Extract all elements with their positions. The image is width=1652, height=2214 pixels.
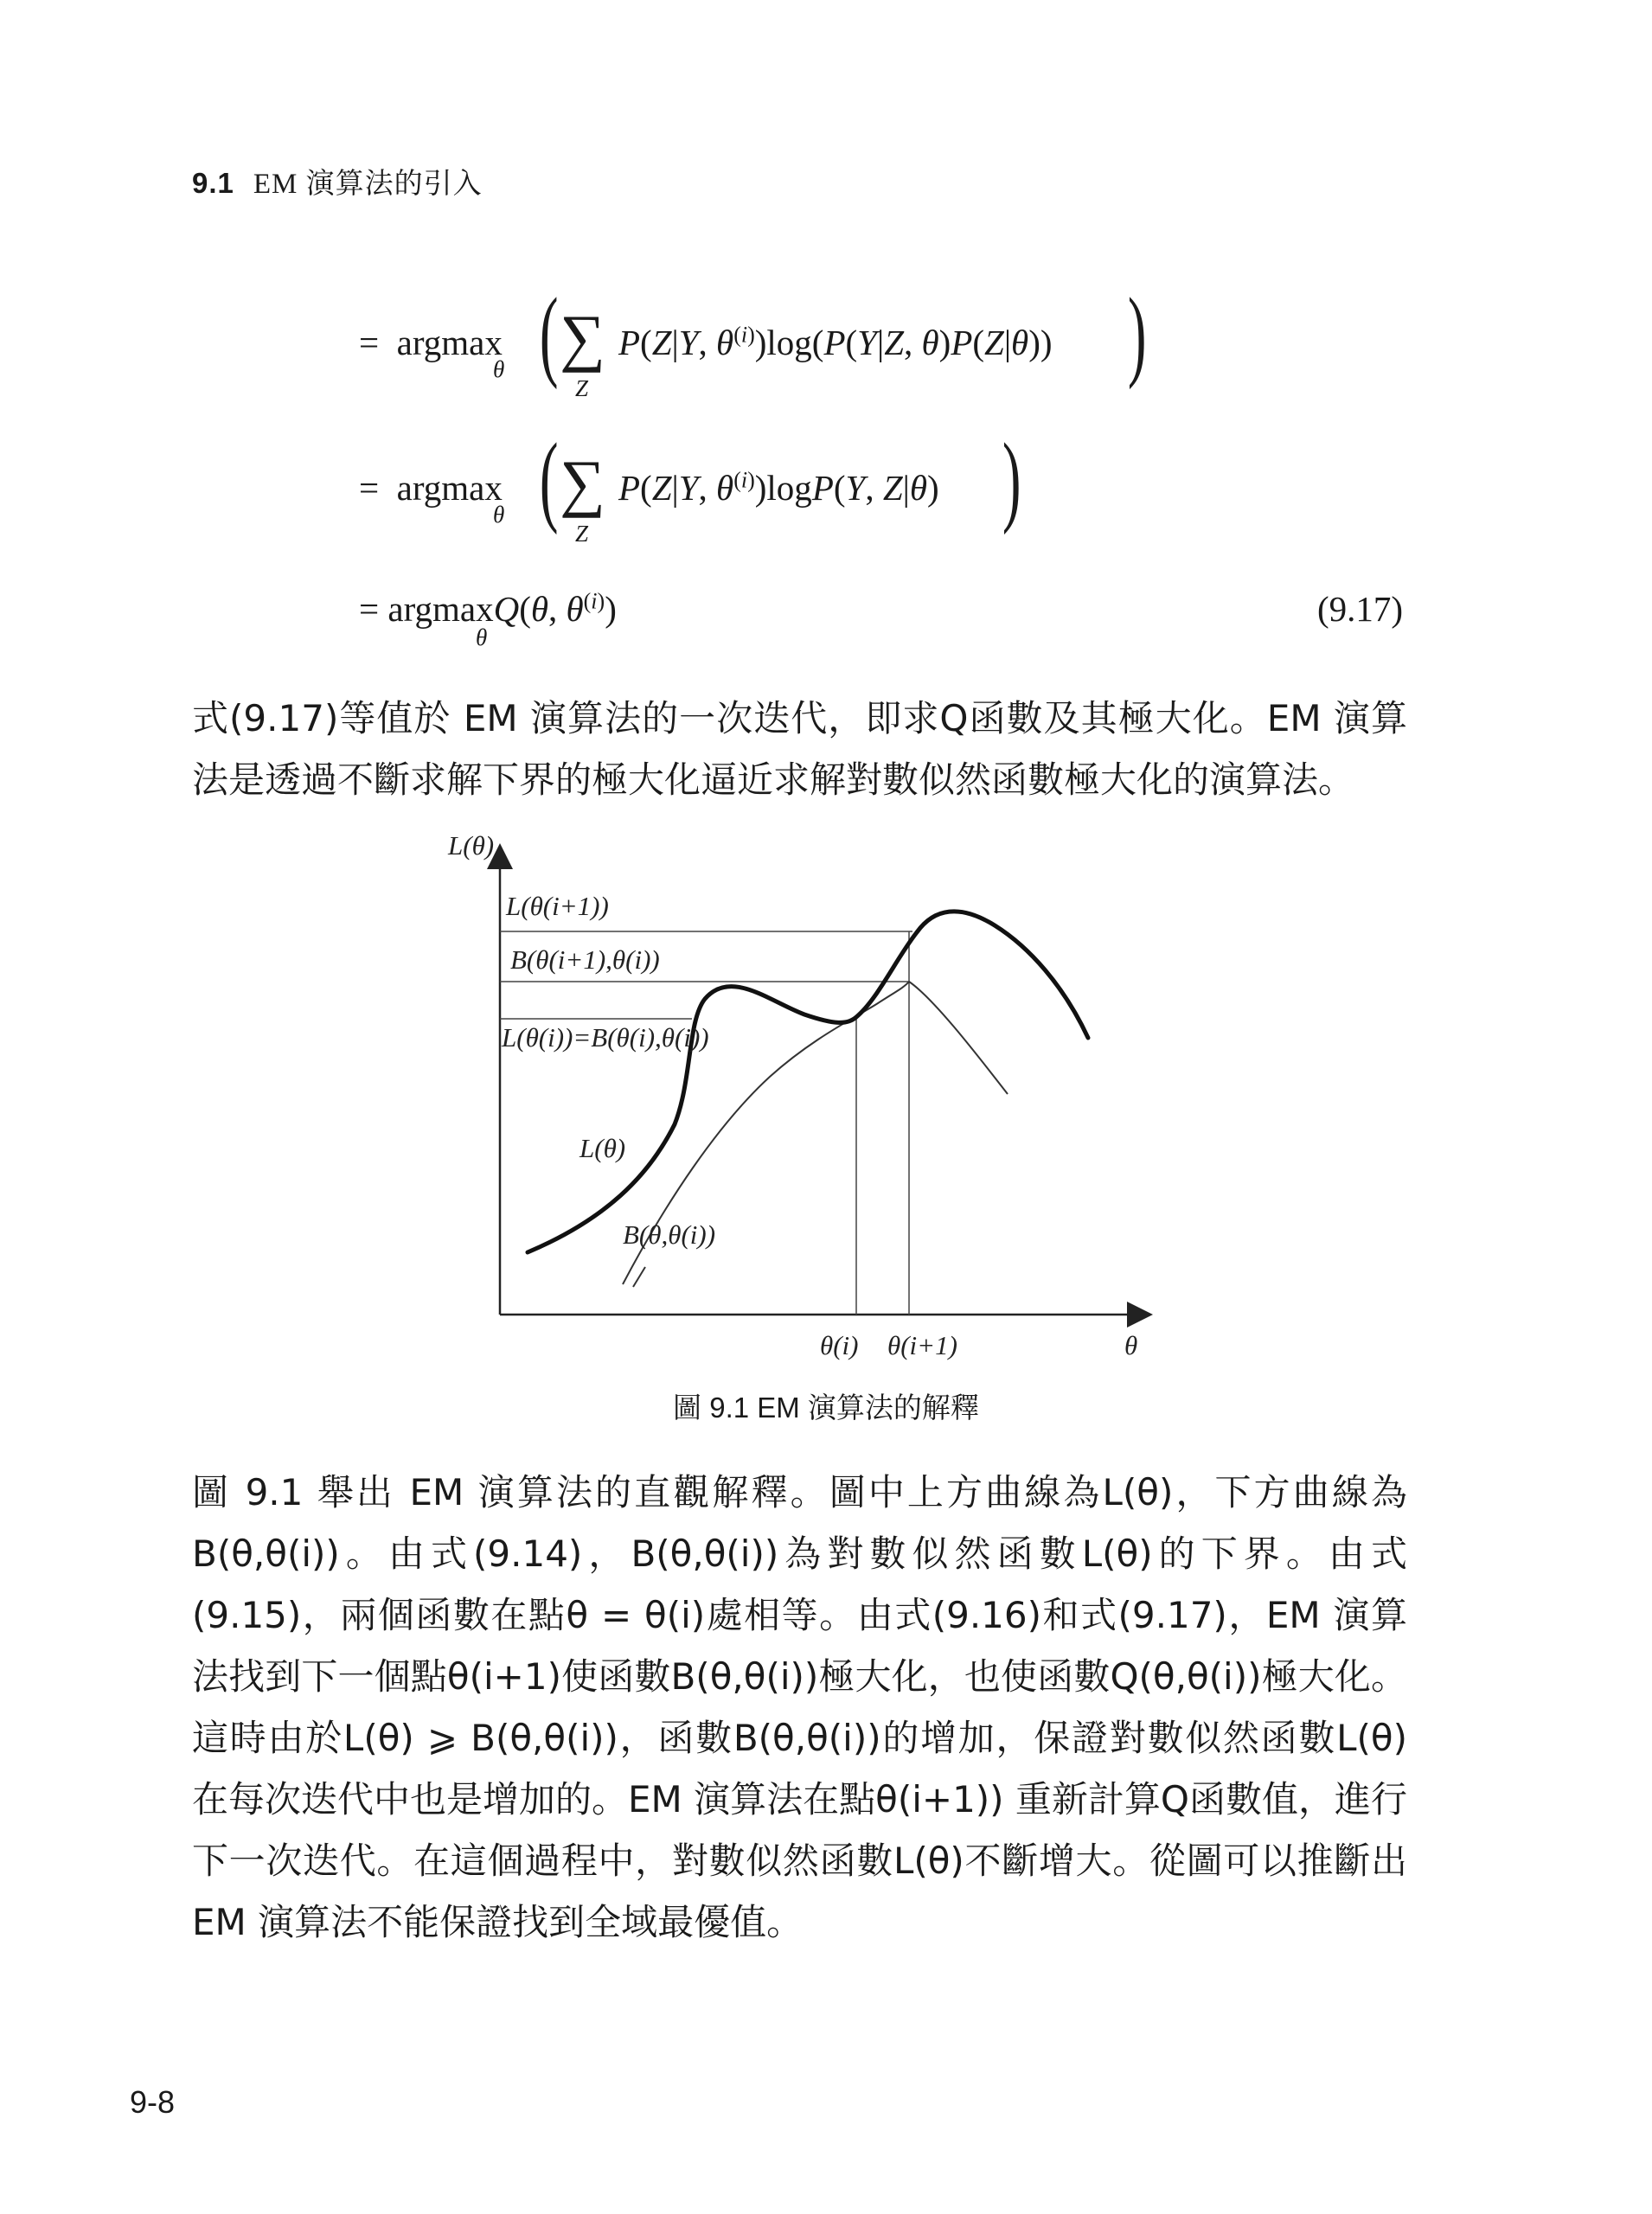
section-title: EM 演算法的引入 [253,169,483,200]
label-L-curve: L(θ) [579,1133,626,1163]
page-number: 9-8 [130,2084,176,2120]
x-axis-label: θ [1124,1330,1138,1360]
paragraph-explanation: 圖 9.1 舉出 EM 演算法的直觀解釋。圖中上方曲線為L(θ)，下方曲線為B(θ,θ(i))。由式(9.14)，B(θ,θ(i))為對數似然函數L(θ)的下界。由式(9.15)，兩個函數在點θ = θ(i)處相等。由式(9.16)和式(9.17)，EM 演算法找到下一個點θ(i+1)使函數B(θ,θ(i))極大化，也使函數Q(θ,θ(i))極大化。這時由於L(θ) ⩾ B(θ,θ(i))，函數B(θ,θ(i))的增加，保證對數似然函數L(θ)在每次迭代中也是增加的。EM 演算法在點θ(i+1)) 重新計算Q函數值，進行下一次迭代。在這個過程中，對數似然函數L(θ)不斷增大。從圖可以推斷出 EM 演算法不能保證找到全域最優值。 [192,1471,1407,1943]
figure-em-illustration [407,830,1185,1384]
label-B-curve: B(θ,θ(i)) [623,1219,716,1250]
label-L-eq-B: L(θ(i))=B(θ(i),θ(i)) [502,1022,709,1053]
equation-line-2: = argmax θ ( ∑ Z P(Z|Y, $\theta^{(i)})\log P(Y$, Z|θ) ) [359,422,1021,547]
label-L-next: L(θ(i+1)) [506,891,609,921]
figure-caption: 圖 9.1 EM 演算法的解釋 [673,1392,979,1424]
label-B-next: B(θ(i+1),θ(i)) [510,944,660,975]
equation-number: (9.17) [1316,589,1403,629]
running-header [192,161,483,202]
tick-theta-i: θ(i) [820,1330,859,1360]
y-axis-label: L(θ) [448,830,495,861]
paragraph-intro: 式(9.17)等值於 EM 演算法的一次迭代，即求Q函數及其極大化。EM 演算法是透過不斷求解下界的極大化逼近求解對數似然函數極大化的演算法。 [192,697,1407,801]
equation-line-1: = argmax θ ( ∑ Z P(Z|Y, $\theta^{(i)})\log(P(Y|Z$, θ)P(Z|θ)) ) [359,277,1147,401]
section-number: 9.1 [192,167,234,199]
equation-line-3: = argmaxQ(θ, $\theta^{(i)}$) θ [359,588,617,650]
B-label-pointer [633,1267,645,1287]
tick-theta-next: θ(i+1) [887,1330,957,1360]
